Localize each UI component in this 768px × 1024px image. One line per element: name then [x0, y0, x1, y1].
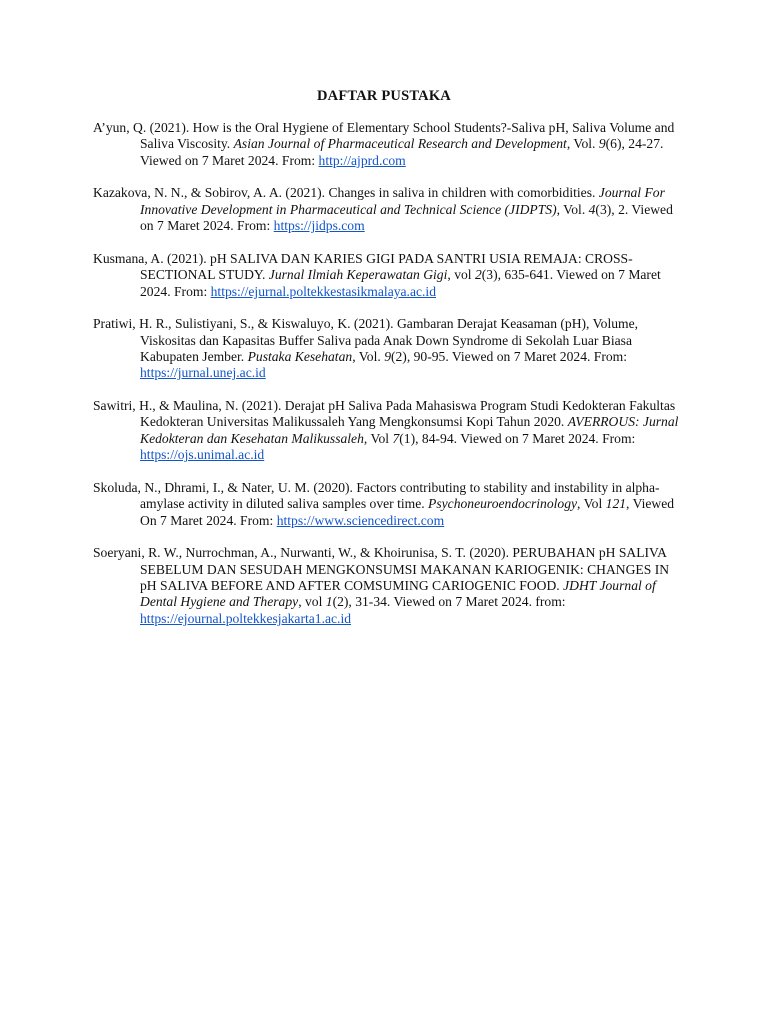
- reference-text: Sawitri, H., & Maulina, N. (2021). Derajat pH Saliva Pada Mahasiswa Program Studi Kedokteran Fakultas Kedokteran Universitas Malikussaleh Yang Mengkonsumsi Kopi Tahun 2020.: [93, 398, 676, 430]
- journal-title: Psychoneuroendocrinology: [428, 496, 578, 512]
- reference-text: Kusmana, A. (2021). pH SALIVA DAN KARIES GIGI PADA SANTRI USIA REMAJA: CROSS-SECTIONAL STUDY.: [93, 250, 633, 283]
- reference-text: (2), 90-95. Viewed on 7 Maret 2024. From:: [390, 349, 628, 365]
- reference-text: (1), 84-94. Viewed on 7 Maret 2024. From:: [399, 430, 636, 446]
- reference-text: (3), 635-641. Viewed on 7 Maret 2024. From:: [140, 267, 661, 299]
- reference-text: Kazakova, N. N., & Sobirov, A. A. (2021). Changes in saliva in children with comorbidities.: [93, 185, 599, 201]
- reference-entry: [93, 480, 679, 529]
- volume-number: 9: [384, 349, 391, 365]
- reference-text: , Vol: [577, 496, 606, 512]
- page-title: DAFTAR PUSTAKA: [317, 88, 451, 104]
- volume-number: 4: [588, 201, 596, 217]
- reference-text: Skoluda, N., Dhrami, I., & Nater, U. M. (2020). Factors contributing to stability and instability in alpha-amylase activity in diluted saliva samples over time.: [93, 479, 660, 512]
- reference-entry: [93, 120, 679, 169]
- reference-text: , Viewed On 7 Maret 2024. From:: [140, 496, 675, 528]
- reference-text: (3), 2. Viewed on 7 Maret 2024. From:: [140, 201, 673, 234]
- volume-number: 2: [474, 267, 482, 283]
- reference-text: (6), 24-27. Viewed on 7 Maret 2024. From:: [140, 136, 664, 168]
- volume-number: 7: [392, 430, 400, 446]
- reference-text: , Vol.: [352, 349, 385, 365]
- reference-link[interactable]: https://jidps.com: [273, 218, 365, 234]
- reference-entry: [93, 185, 679, 234]
- journal-title: AVERROUS: Jurnal Kedokteran dan Kesehatan Malikussaleh: [140, 414, 679, 446]
- reference-entry: [93, 316, 679, 382]
- reference-link[interactable]: http://ajprd.com: [318, 152, 406, 168]
- reference-text: , vol: [298, 594, 326, 610]
- journal-title: JDHT Journal of Dental Hygiene and Therapy: [140, 578, 656, 610]
- reference-link[interactable]: https://jurnal.unej.ac.id: [140, 365, 266, 381]
- reference-text: Soeryani, R. W., Nurrochman, A., Nurwanti, W., & Khoirunisa, S. T. (2020). PERUBAHAN pH SALIVA SEBELUM DAN SESUDAH MENGKONSUMSI MAKANAN KARIOGENIK: CHANGES IN pH SALIVA BEFORE AND AFTER COMSUMING CARIOGENIC FOOD.: [93, 545, 670, 594]
- journal-title: Asian Journal of Pharmaceutical Research and Development: [233, 136, 567, 152]
- reference-link[interactable]: https://ojs.unimal.ac.id: [140, 447, 265, 463]
- volume-number: 121: [605, 496, 627, 512]
- reference-text: , vol: [447, 267, 475, 283]
- reference-text: Pratiwi, H. R., Sulistiyani, S., & Kiswaluyo, K. (2021). Gambaran Derajat Keasaman (pH), Volume, Viskositas dan Kapasitas Buffer Saliva pada Anak Down Syndrome di Sekolah Luar Biasa Kabupaten Jember.: [93, 316, 639, 365]
- volume-number: 1: [325, 594, 333, 610]
- reference-list: [93, 120, 679, 643]
- reference-link[interactable]: https://ejournal.poltekkesjakarta1.ac.id: [140, 610, 352, 626]
- reference-entry: [93, 251, 679, 300]
- reference-text: A’yun, Q. (2021). How is the Oral Hygiene of Elementary School Students?-Saliva pH, Saliva Volume and Saliva Viscosity.: [93, 120, 675, 152]
- reference-link[interactable]: https://ejurnal.poltekkestasikmalaya.ac.id: [210, 283, 436, 299]
- reference-text: , Vol.: [556, 201, 589, 217]
- reference-entry: [93, 398, 679, 464]
- journal-title: Pustaka Kesehatan: [247, 349, 353, 365]
- journal-title: Jurnal Ilmiah Keperawatan Gigi: [268, 267, 448, 283]
- reference-entry: [93, 545, 679, 627]
- reference-text: (2), 31-34. Viewed on 7 Maret 2024. from:: [332, 594, 566, 610]
- reference-text: , Vol: [363, 430, 393, 446]
- reference-text: , Vol.: [566, 136, 599, 152]
- journal-title: Journal For Innovative Development in Pharmaceutical and Technical Science (JIDPTS): [140, 185, 665, 217]
- volume-number: 9: [598, 136, 606, 152]
- reference-link[interactable]: https://www.sciencedirect.com: [276, 512, 445, 528]
